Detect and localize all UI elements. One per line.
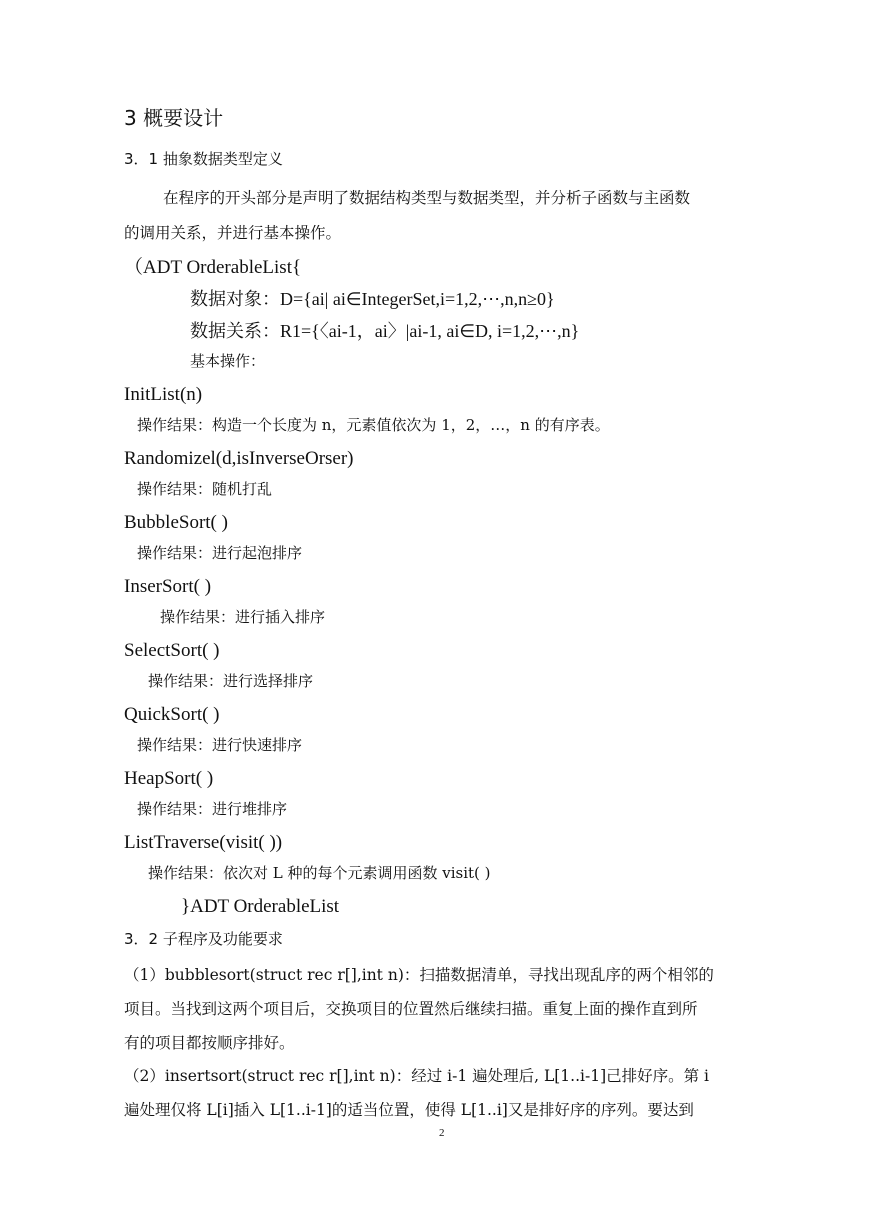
op-result-quicksort: 操作结果：进行快速排序 xyxy=(137,736,303,754)
op-result-bubblesort: 操作结果：进行起泡排序 xyxy=(137,544,303,562)
op-result-listtraverse: 操作结果：依次对 L 种的每个元素调用函数 visit( ) xyxy=(148,864,491,882)
paragraph-2-line-1: （2）insertsort(struct rec r[],int n)：经过 i-1 遍处理后, L[1..i-1]己排好序。第 i xyxy=(124,1067,710,1085)
op-name-randomize: Randomizel(d,isInverseOrser) xyxy=(124,448,354,469)
op-result-initlist: 操作结果：构造一个长度为 n，元素值依次为 1，2，…，n 的有序表。 xyxy=(137,416,610,434)
intro-line-1: 在程序的开头部分是声明了数据结构类型与数据类型，并分析子函数与主函数 xyxy=(163,189,691,207)
op-name-heapsort: HeapSort( ) xyxy=(124,768,214,789)
op-name-listtraverse: ListTraverse(visit( )) xyxy=(124,832,283,853)
section-heading-3-2: 3．2 子程序及功能要求 xyxy=(124,930,283,948)
section-heading-3-1: 3．1 抽象数据类型定义 xyxy=(124,150,283,168)
op-name-bubblesort: BubbleSort( ) xyxy=(124,512,228,533)
op-result-randomize: 操作结果：随机打乱 xyxy=(137,480,273,498)
op-name-quicksort: QuickSort( ) xyxy=(124,704,220,725)
op-result-heapsort: 操作结果：进行堆排序 xyxy=(137,800,288,818)
basic-operations-label: 基本操作： xyxy=(190,352,266,370)
section-heading-3: 3 概要设计 xyxy=(124,106,224,130)
data-object: 数据对象：D={ai| ai∈IntegerSet,i=1,2,⋯,n,n≥0} xyxy=(190,289,555,309)
paragraph-1-line-3: 有的项目都按顺序排好。 xyxy=(124,1034,295,1052)
paragraph-1-line-1: （1）bubblesort(struct rec r[],int n)：扫描数据清单，寻找出现乱序的两个相邻的 xyxy=(124,966,714,984)
adt-open: （ADT OrderableList{ xyxy=(124,257,302,278)
adt-close: }ADT OrderableList xyxy=(181,896,340,917)
op-name-insersort: InserSort( ) xyxy=(124,576,212,597)
data-relation: 数据关系：R1={〈ai-1，ai〉|ai-1, ai∈D, i=1,2,⋯,n} xyxy=(190,321,580,341)
paragraph-2-line-2: 遍处理仅将 L[i]插入 L[1..i-1]的适当位置，使得 L[1..i]又是排好序的序列。要达到 xyxy=(124,1101,694,1119)
op-name-selectsort: SelectSort( ) xyxy=(124,640,220,661)
op-result-selectsort: 操作结果：进行选择排序 xyxy=(148,672,314,690)
intro-line-2: 的调用关系，并进行基本操作。 xyxy=(124,224,342,242)
paragraph-1-line-2: 项目。当找到这两个项目后，交换项目的位置然后继续扫描。重复上面的操作直到所 xyxy=(124,1000,698,1018)
op-result-insersort: 操作结果：进行插入排序 xyxy=(160,608,326,626)
page-number: 2 xyxy=(439,1127,445,1139)
op-name-initlist: InitList(n) xyxy=(124,384,203,405)
